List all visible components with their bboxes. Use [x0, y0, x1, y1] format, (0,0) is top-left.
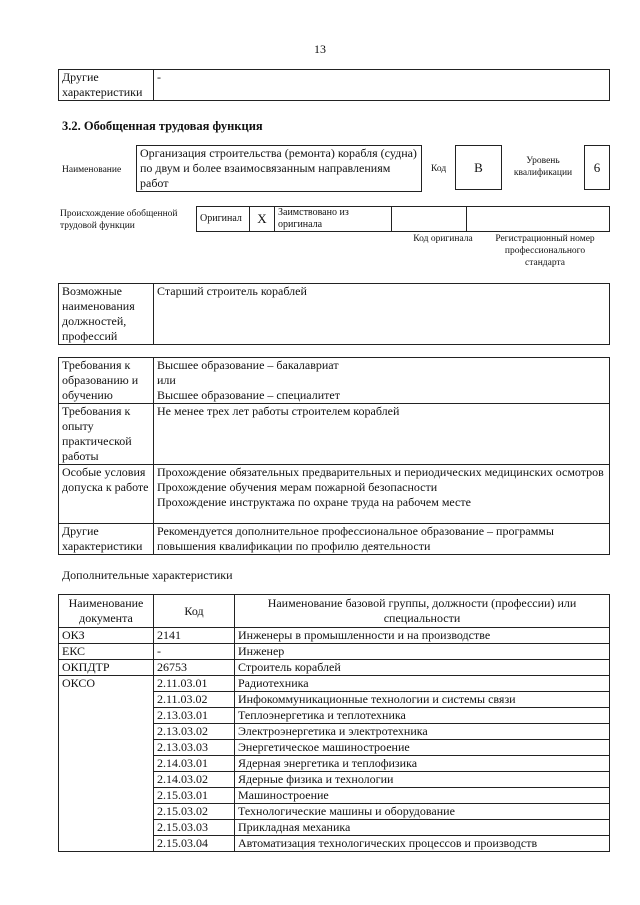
- page-number: 13: [314, 42, 326, 56]
- requirement-row: [59, 358, 610, 404]
- name-cell: Ядерные физика и технологии: [235, 772, 610, 788]
- origin-label: Происхождение обобщенной трудовой функции: [60, 209, 178, 231]
- function-name-value: Организация строительства (ремонта) корабля (судна) по двум и более взаимосвязанным направлениям работ: [137, 146, 422, 192]
- prev-other-label: Другие характеристики: [59, 70, 154, 101]
- code-cell: 2.11.03.02: [154, 692, 235, 708]
- name-cell: Машиностроение: [235, 788, 610, 804]
- requirement-value: [154, 358, 610, 404]
- requirement-row: [59, 524, 610, 555]
- level-table: [584, 145, 610, 190]
- origin-reg-caption: Регистрационный номер профессионального стандарта: [495, 234, 595, 268]
- table-row: [59, 676, 610, 692]
- section-title: 3.2. Обобщенная трудовая функция: [62, 119, 263, 133]
- requirement-line: Прохождение обучения мерам пожарной безопасности: [157, 480, 438, 494]
- code-cell: 2.13.03.03: [154, 740, 235, 756]
- name-cell: Инфокоммуникационные технологии и системы связи: [235, 692, 610, 708]
- requirement-value: [154, 524, 610, 555]
- requirement-line: Рекомендуется дополнительное профессиональное образование – программы повышения квалификации по профилю деятельности: [157, 524, 554, 553]
- function-name-label: Наименование: [62, 165, 122, 175]
- function-name-table: [136, 145, 422, 192]
- code-cell: 26753: [154, 660, 235, 676]
- code-cell: 2.11.03.01: [154, 676, 235, 692]
- additional-table: [58, 594, 610, 852]
- requirement-line: Прохождение обязательных предварительных и периодических медицинских осмотров: [157, 465, 604, 479]
- requirement-line: Не менее трех лет работы строителем кораблей: [157, 404, 400, 418]
- name-cell: Инженер: [235, 644, 610, 660]
- code-cell: 2.14.03.02: [154, 772, 235, 788]
- requirement-line: или: [157, 373, 176, 387]
- header-name: Наименование базовой группы, должности (профессии) или специальности: [235, 595, 610, 628]
- name-cell: Инженеры в промышленности и на производстве: [235, 628, 610, 644]
- code-cell: 2.15.03.02: [154, 804, 235, 820]
- requirement-value: [154, 465, 610, 524]
- name-cell: Автоматизация технологических процессов и производств: [235, 836, 610, 852]
- name-cell: Технологические машины и оборудование: [235, 804, 610, 820]
- doc-cell: ОКПДТР: [59, 660, 154, 676]
- code-cell: 2.14.03.01: [154, 756, 235, 772]
- prev-other-value: -: [154, 70, 610, 101]
- table-row: [59, 628, 610, 644]
- requirement-line: Прохождение инструктажа по охране труда на рабочем месте: [157, 495, 471, 509]
- level-value: 6: [585, 146, 610, 190]
- code-cell: -: [154, 644, 235, 660]
- table-row: [59, 644, 610, 660]
- requirement-label: Другие характеристики: [59, 524, 154, 555]
- original-label: Оригинал: [197, 207, 250, 232]
- doc-cell: ОКЗ: [59, 628, 154, 644]
- origin-code-caption: Код оригинала: [413, 234, 473, 244]
- additional-title: Дополнительные характеристики: [62, 568, 233, 582]
- header-doc: Наименование документа: [59, 595, 154, 628]
- requirement-value: [154, 404, 610, 465]
- prev-other-table: [58, 69, 610, 101]
- function-code-table: [455, 145, 502, 190]
- okso-label: ОКСО: [59, 676, 154, 852]
- code-cell: 2.13.03.01: [154, 708, 235, 724]
- code-cell: 2.15.03.04: [154, 836, 235, 852]
- requirement-label: Требования к образованию и обучению: [59, 358, 154, 404]
- requirement-line: Высшее образование – бакалавриат: [157, 358, 339, 372]
- requirement-label: Требования к опыту практической работы: [59, 404, 154, 465]
- requirement-row: [59, 404, 610, 465]
- header-code: Код: [154, 595, 235, 628]
- name-cell: Ядерная энергетика и теплофизика: [235, 756, 610, 772]
- name-cell: Прикладная механика: [235, 820, 610, 836]
- borrowed-label: Заимствовано из оригинала: [275, 207, 392, 232]
- function-code-label: Код: [431, 164, 447, 174]
- original-mark: X: [250, 207, 275, 232]
- additional-header-row: [59, 595, 610, 628]
- doc-cell: ЕКС: [59, 644, 154, 660]
- name-cell: Строитель кораблей: [235, 660, 610, 676]
- requirement-row: [59, 465, 610, 524]
- positions-value: Старший строитель кораблей: [154, 284, 610, 345]
- name-cell: Энергетическое машиностроение: [235, 740, 610, 756]
- origin-reg-cell: [467, 207, 610, 232]
- name-cell: Радиотехника: [235, 676, 610, 692]
- requirements-table: [58, 357, 610, 555]
- positions-table: [58, 283, 610, 345]
- name-cell: Электроэнергетика и электротехника: [235, 724, 610, 740]
- requirement-line: Высшее образование – специалитет: [157, 388, 340, 402]
- function-code-value: B: [456, 146, 502, 190]
- code-cell: 2.13.03.02: [154, 724, 235, 740]
- origin-table: [196, 206, 610, 232]
- positions-label: Возможные наименования должностей, профессий: [59, 284, 154, 345]
- origin-code-cell: [392, 207, 467, 232]
- requirement-label: Особые условия допуска к работе: [59, 465, 154, 524]
- code-cell: 2141: [154, 628, 235, 644]
- level-label: Уровень квалификации: [513, 156, 573, 178]
- code-cell: 2.15.03.01: [154, 788, 235, 804]
- table-row: [59, 660, 610, 676]
- name-cell: Теплоэнергетика и теплотехника: [235, 708, 610, 724]
- code-cell: 2.15.03.03: [154, 820, 235, 836]
